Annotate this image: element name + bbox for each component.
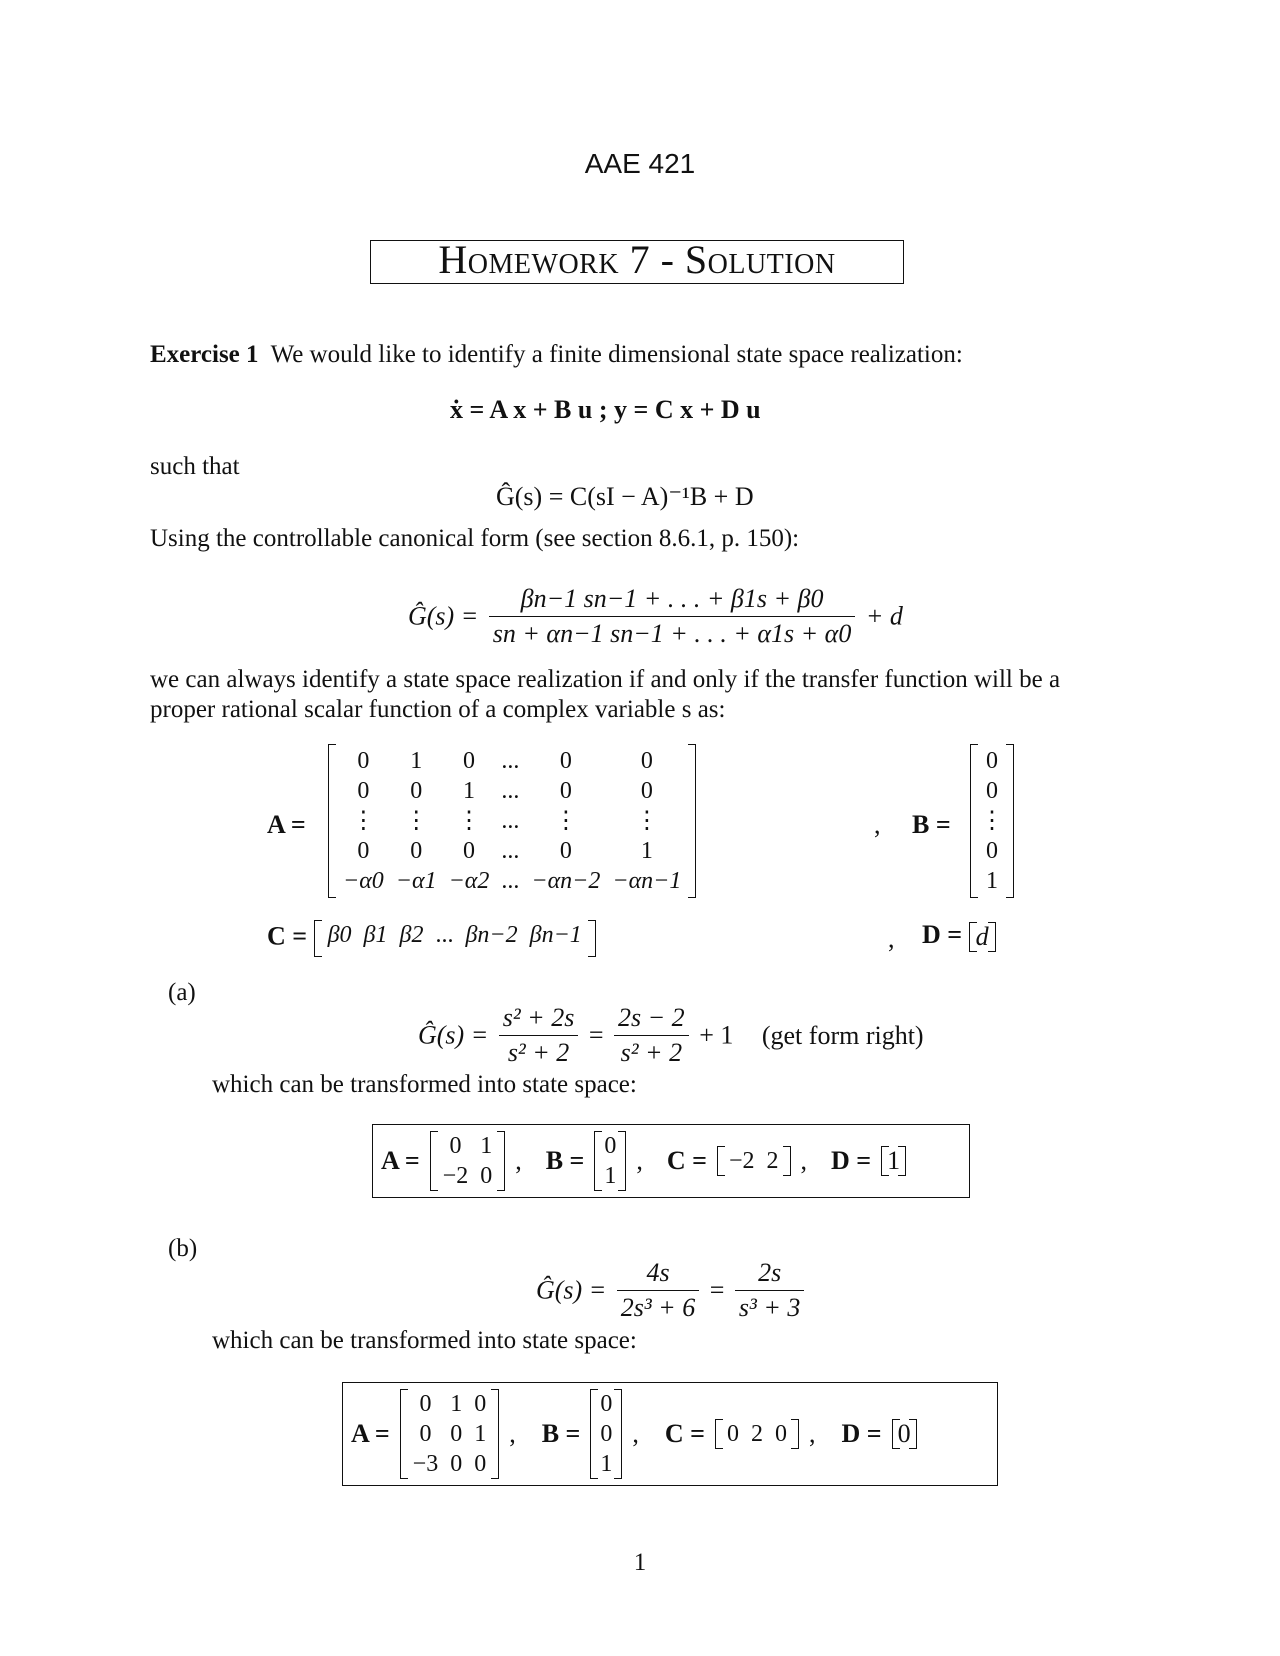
general-A-label: A = bbox=[267, 810, 306, 839]
matrix-cell: 0 bbox=[357, 778, 370, 804]
general-comma-1: , bbox=[874, 810, 881, 839]
part-a-C-table bbox=[723, 1146, 785, 1176]
part-b-fraction-1 bbox=[617, 1258, 699, 1323]
matrix-row bbox=[407, 1449, 493, 1479]
matrix-row bbox=[974, 866, 1010, 896]
matrix-cell: ... bbox=[501, 808, 520, 834]
matrix-cell: 0 bbox=[986, 838, 998, 864]
part-b-A-table bbox=[407, 1389, 493, 1479]
matrix-cell: ⋮ bbox=[553, 808, 578, 834]
matrix-cell: 0 bbox=[450, 1451, 463, 1477]
general-numerator: βn−1 sn−1 + . . . + β1s + β0 bbox=[520, 584, 824, 613]
comma: , bbox=[515, 1146, 522, 1175]
part-a-answer-box bbox=[372, 1124, 970, 1198]
general-D-label: D = bbox=[922, 920, 963, 949]
matrix-cell: 2 bbox=[766, 1148, 779, 1174]
general-C-label: C = bbox=[267, 921, 308, 951]
matrix-row bbox=[322, 920, 588, 950]
matrix-cell: ... bbox=[501, 778, 520, 804]
part-a-note: (get form right) bbox=[761, 1020, 924, 1050]
part-b-equation bbox=[536, 1258, 808, 1323]
matrix-cell: β1 bbox=[363, 922, 388, 948]
matrix-cell: ⋮ bbox=[980, 808, 1004, 834]
general-C-table bbox=[322, 920, 588, 950]
matrix-cell: ⋮ bbox=[351, 808, 376, 834]
matrix-cell: ... bbox=[435, 922, 454, 948]
part-b-answer bbox=[351, 1388, 917, 1480]
equals-sign: = bbox=[588, 1020, 604, 1050]
part-b-den-1: 2s³ + 6 bbox=[617, 1290, 699, 1323]
matrix-cell: 1 bbox=[600, 1451, 613, 1477]
general-denominator: sn + αn−1 sn−1 + . . . + α1s + α0 bbox=[489, 616, 856, 649]
general-transfer-function bbox=[408, 584, 903, 649]
matrix-cell: 0 bbox=[410, 778, 423, 804]
matrix-cell: 1 bbox=[462, 778, 475, 804]
general-fraction bbox=[489, 584, 856, 649]
matrix-cell: 0 bbox=[986, 778, 998, 804]
part-a-D-label: D = bbox=[831, 1146, 872, 1175]
part-b-fraction-2 bbox=[735, 1258, 804, 1323]
exercise-intro-text: We would like to identify a finite dimensional state space realization: bbox=[270, 341, 963, 368]
part-b-C-label: C = bbox=[664, 1419, 705, 1448]
part-a-equation bbox=[418, 1003, 924, 1068]
general-B-label: B = bbox=[912, 810, 951, 839]
matrix-row bbox=[974, 836, 1010, 866]
general-A-matrix bbox=[328, 744, 696, 898]
matrix-cell: 1 bbox=[410, 748, 423, 774]
part-b-num-2: 2s bbox=[758, 1258, 782, 1287]
matrix-row bbox=[407, 1389, 493, 1419]
comma: , bbox=[509, 1419, 516, 1448]
general-A-table bbox=[337, 746, 687, 896]
exercise-label: Exercise 1 bbox=[150, 341, 259, 368]
matrix-cell: 0 bbox=[600, 1391, 613, 1417]
comma: , bbox=[632, 1419, 639, 1448]
part-a-den-1: s² + 2 bbox=[499, 1035, 579, 1068]
matrix-cell: −αn−2 bbox=[531, 868, 601, 894]
matrix-cell: 0 bbox=[559, 778, 572, 804]
part-a-A-table bbox=[437, 1131, 499, 1191]
matrix-row bbox=[337, 776, 687, 806]
part-b-B-label: B = bbox=[541, 1419, 581, 1448]
matrix-cell: −αn−1 bbox=[612, 868, 682, 894]
canonical-form-text: Using the controllable canonical form (see section 8.6.1, p. 150): bbox=[150, 525, 800, 552]
matrix-cell: ⋮ bbox=[634, 808, 659, 834]
part-b-label: (b) bbox=[168, 1235, 198, 1262]
matrix-cell: ... bbox=[501, 868, 520, 894]
matrix-row bbox=[437, 1161, 499, 1191]
matrix-cell: 0 bbox=[419, 1421, 432, 1447]
part-a-fraction-2 bbox=[614, 1003, 689, 1068]
matrix-cell: 1 bbox=[640, 838, 653, 864]
matrix-cell: 0 bbox=[640, 778, 653, 804]
part-b-answer-box bbox=[342, 1382, 998, 1486]
matrix-cell: 0 bbox=[640, 748, 653, 774]
matrix-cell: 1 bbox=[604, 1163, 617, 1189]
matrix-row bbox=[721, 1419, 793, 1449]
general-B-table bbox=[974, 746, 1010, 896]
matrix-row bbox=[437, 1131, 499, 1161]
general-D-value: d bbox=[975, 922, 989, 952]
course-code: AAE 421 bbox=[584, 148, 696, 179]
matrix-cell: −2 bbox=[728, 1148, 755, 1174]
equals-sign: = bbox=[709, 1275, 725, 1305]
part-a-fraction-1 bbox=[499, 1003, 579, 1068]
matrix-cell: 0 bbox=[604, 1133, 617, 1159]
page-number: 1 bbox=[633, 1549, 647, 1576]
identify-text-line-2: proper rational scalar function of a complex variable s as: bbox=[150, 696, 726, 723]
matrix-cell: βn−2 bbox=[465, 922, 518, 948]
part-a-transform-text: which can be transformed into state space: bbox=[212, 1071, 637, 1098]
matrix-cell: 0 bbox=[462, 838, 475, 864]
matrix-cell: 0 bbox=[357, 748, 370, 774]
part-b-num-1: 4s bbox=[646, 1258, 670, 1287]
matrix-cell: β0 bbox=[327, 922, 352, 948]
general-lhs: Ĝ(s) = bbox=[408, 601, 479, 631]
part-b-D-value: 0 bbox=[897, 1419, 911, 1448]
part-a-D-value: 1 bbox=[887, 1146, 901, 1175]
matrix-cell: βn−1 bbox=[529, 922, 582, 948]
matrix-cell: 1 bbox=[480, 1133, 493, 1159]
transfer-function-eq: Ĝ(s) = C(sI − A)⁻¹B + D bbox=[496, 482, 754, 511]
part-b-C-table bbox=[721, 1419, 793, 1449]
matrix-cell: ⋮ bbox=[404, 808, 429, 834]
such-that-text: such that bbox=[150, 453, 240, 480]
matrix-row bbox=[974, 776, 1010, 806]
matrix-cell: 1 bbox=[986, 868, 998, 894]
matrix-cell: 0 bbox=[986, 748, 998, 774]
exercise-intro bbox=[150, 340, 963, 370]
part-a-lhs: Ĝ(s) = bbox=[418, 1020, 489, 1050]
matrix-cell: 0 bbox=[449, 1133, 462, 1159]
part-b-lhs: Ĝ(s) = bbox=[536, 1275, 607, 1305]
matrix-cell: 0 bbox=[410, 838, 423, 864]
matrix-row bbox=[337, 866, 687, 896]
part-b-transform-text: which can be transformed into state space: bbox=[212, 1327, 637, 1354]
matrix-cell: 0 bbox=[450, 1421, 463, 1447]
matrix-cell: 1 bbox=[474, 1421, 487, 1447]
matrix-cell: −α0 bbox=[343, 868, 384, 894]
matrix-row bbox=[337, 806, 687, 836]
part-a-C-label: C = bbox=[666, 1146, 707, 1175]
matrix-row bbox=[974, 746, 1010, 776]
part-a-den-2: s² + 2 bbox=[614, 1035, 689, 1068]
matrix-cell: 0 bbox=[726, 1421, 739, 1447]
matrix-row bbox=[723, 1146, 785, 1176]
part-a-label: (a) bbox=[168, 979, 196, 1006]
part-a-A-label: A = bbox=[381, 1146, 420, 1175]
matrix-cell: −α1 bbox=[395, 868, 437, 894]
general-B-matrix bbox=[970, 744, 1014, 898]
part-b-den-2: s³ + 3 bbox=[735, 1290, 804, 1323]
matrix-cell: 0 bbox=[474, 1391, 487, 1417]
matrix-cell: −2 bbox=[442, 1163, 469, 1189]
comma: , bbox=[808, 1419, 816, 1448]
matrix-cell: ⋮ bbox=[456, 808, 481, 834]
part-a-answer bbox=[381, 1130, 906, 1192]
matrix-cell: 0 bbox=[774, 1421, 787, 1447]
matrix-cell: β2 bbox=[399, 922, 424, 948]
matrix-cell: 0 bbox=[462, 748, 475, 774]
page-title: Homework 7 - Solution bbox=[438, 237, 836, 282]
comma: , bbox=[800, 1146, 808, 1175]
part-a-num-2: 2s − 2 bbox=[618, 1003, 685, 1032]
part-a-plus-one: + 1 bbox=[699, 1020, 734, 1050]
comma: , bbox=[636, 1146, 643, 1175]
matrix-cell: 0 bbox=[474, 1451, 487, 1477]
matrix-cell: 0 bbox=[559, 748, 572, 774]
general-comma-2: , bbox=[888, 924, 895, 953]
part-b-A-label: A = bbox=[351, 1419, 390, 1448]
matrix-cell: ... bbox=[501, 838, 520, 864]
matrix-cell: 2 bbox=[750, 1421, 763, 1447]
matrix-row bbox=[974, 806, 1010, 836]
matrix-cell: 1 bbox=[450, 1391, 463, 1417]
state-equation: ẋ = A x + B u ; y = C x + D u bbox=[450, 395, 761, 424]
part-a-B-label: B = bbox=[545, 1146, 585, 1175]
general-D-row bbox=[922, 920, 996, 952]
matrix-cell: −3 bbox=[412, 1451, 439, 1477]
matrix-row bbox=[337, 746, 687, 776]
matrix-row bbox=[337, 836, 687, 866]
matrix-cell: 0 bbox=[600, 1421, 613, 1447]
matrix-cell: 0 bbox=[357, 838, 370, 864]
matrix-cell: 0 bbox=[559, 838, 572, 864]
matrix-cell: −α2 bbox=[448, 868, 490, 894]
general-C-row bbox=[267, 920, 596, 957]
part-b-D-label: D = bbox=[841, 1419, 882, 1448]
matrix-row bbox=[407, 1419, 493, 1449]
matrix-cell: 0 bbox=[419, 1391, 432, 1417]
matrix-cell: 0 bbox=[480, 1163, 493, 1189]
matrix-cell: ... bbox=[501, 748, 520, 774]
identify-text-line-1: we can always identify a state space realization if and only if the transfer function will be a bbox=[150, 666, 1061, 693]
part-a-num-1: s² + 2s bbox=[502, 1003, 575, 1032]
general-plus-d: + d bbox=[865, 601, 903, 631]
